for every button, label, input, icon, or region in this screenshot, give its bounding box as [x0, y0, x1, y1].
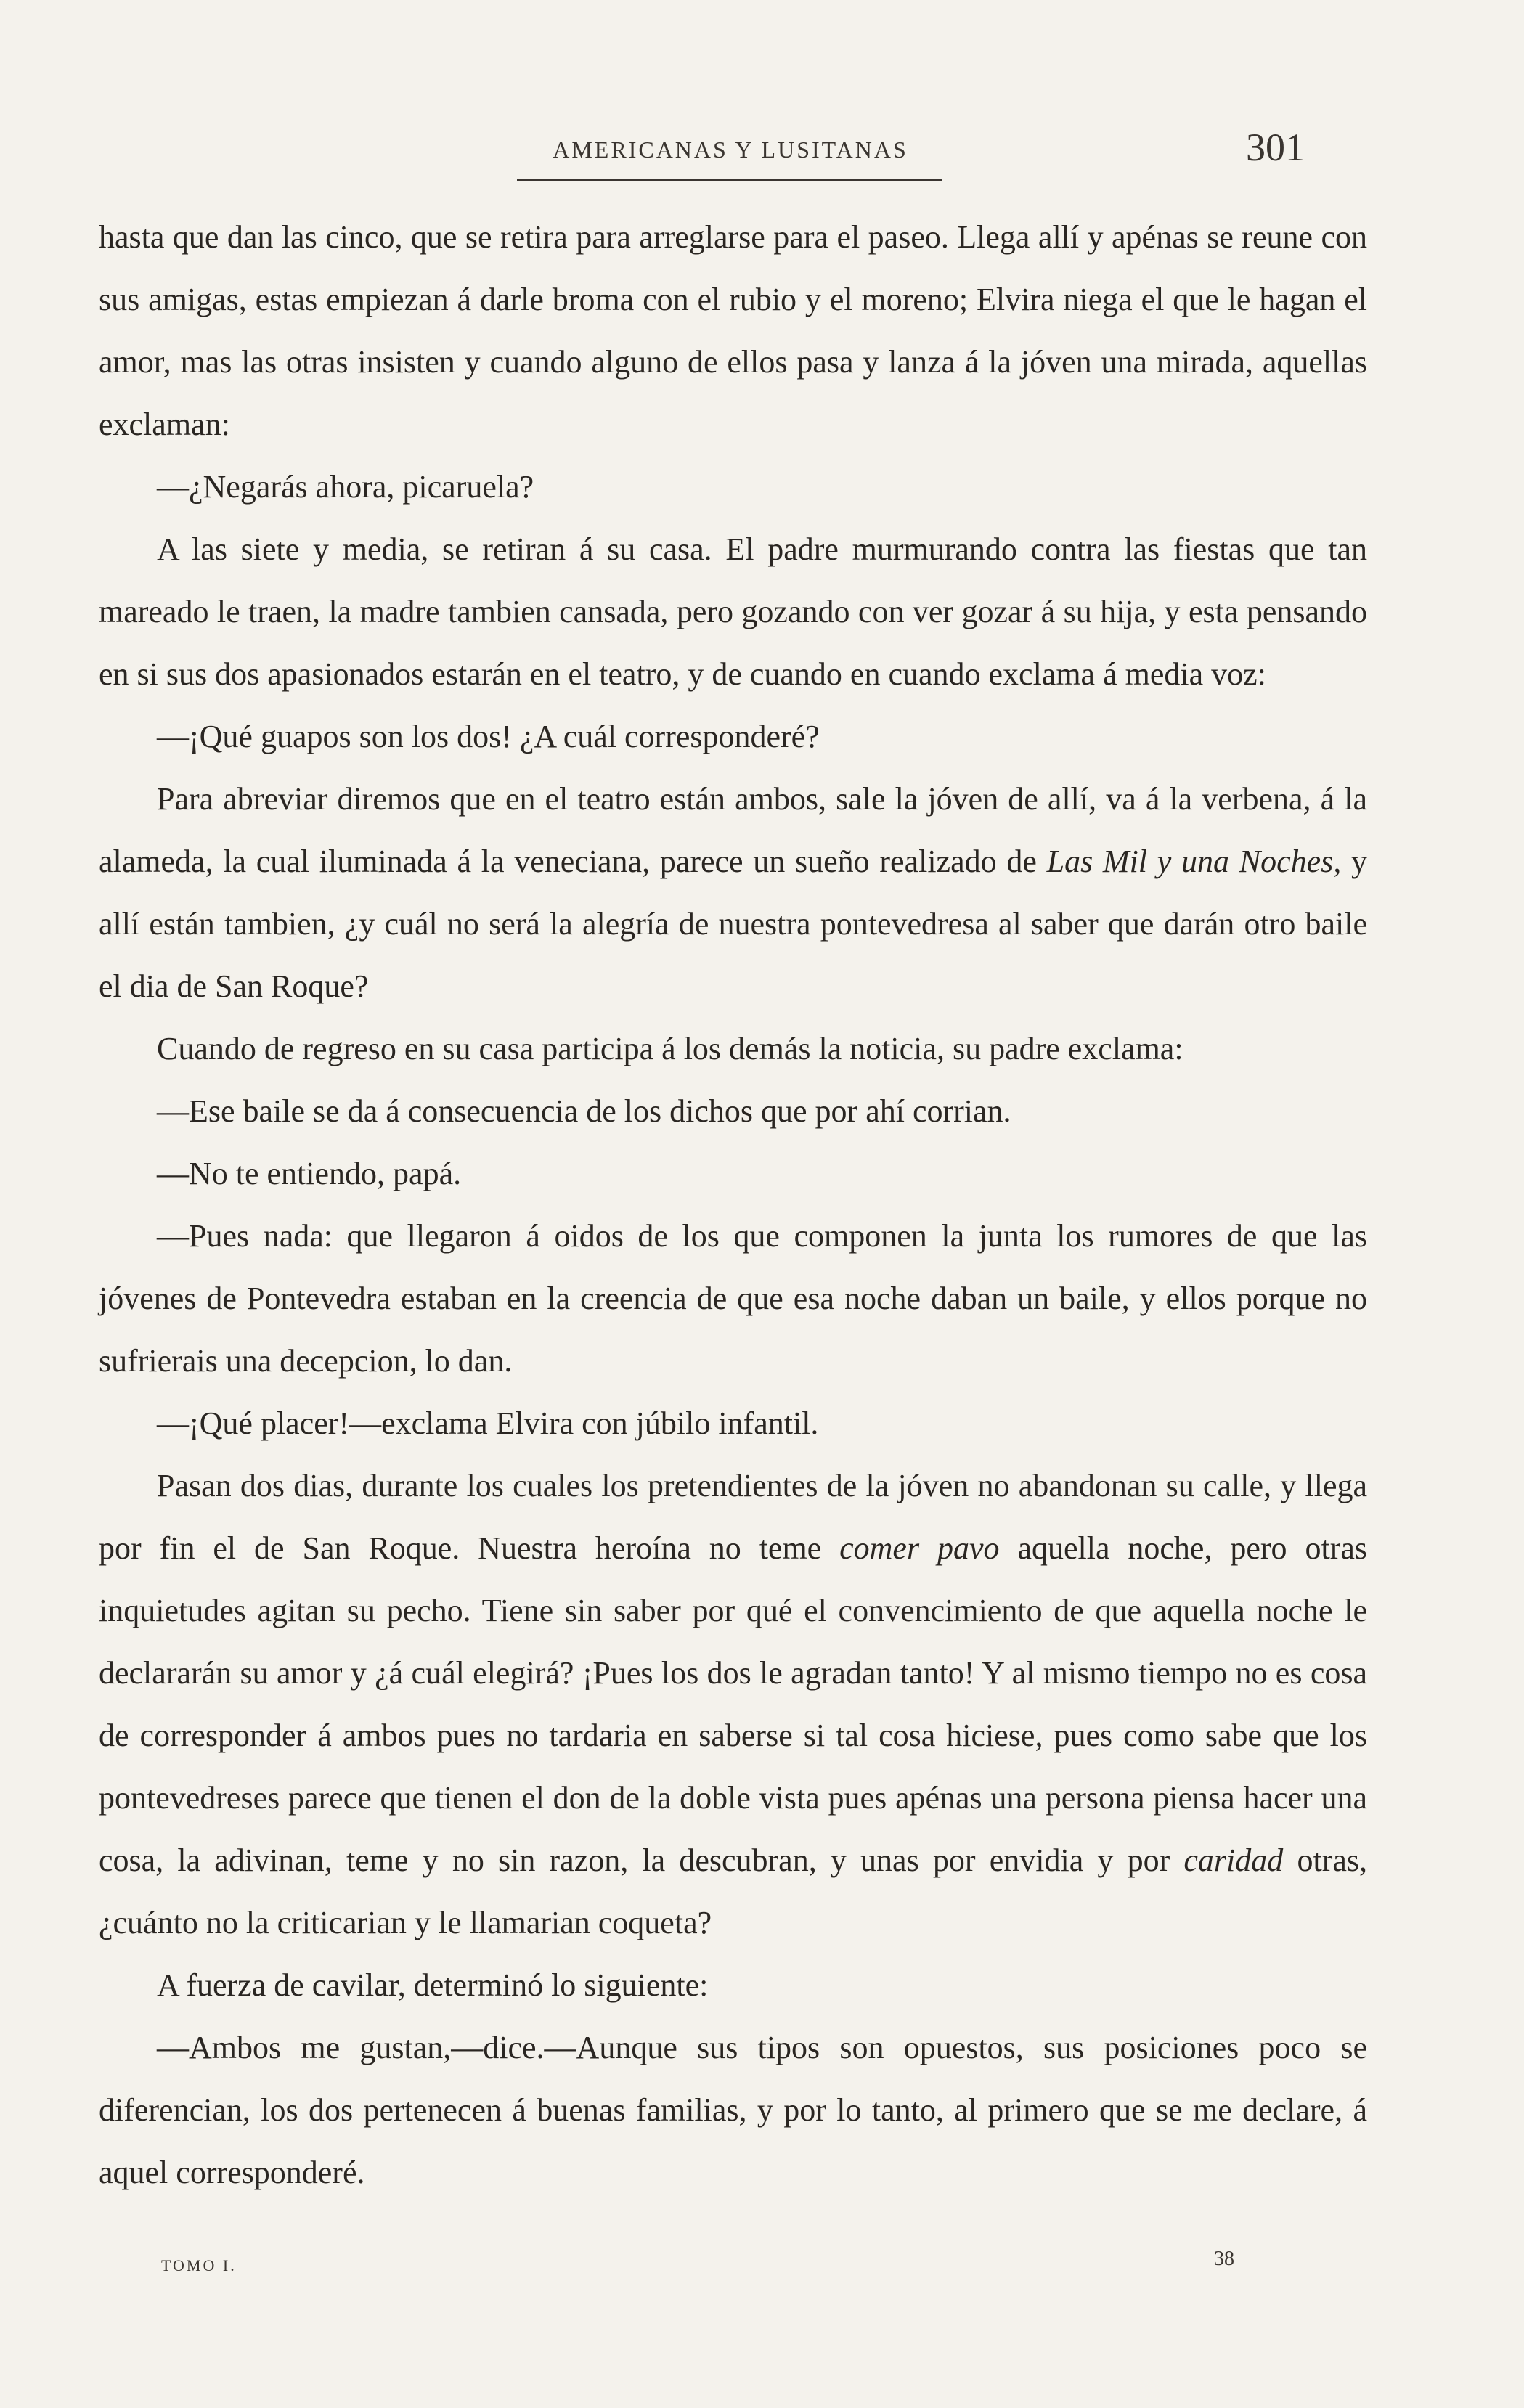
- header-rule: [517, 179, 942, 181]
- paragraph-5: [99, 768, 1367, 1018]
- book-title-italic: Las Mil y una Noches,: [1046, 844, 1342, 879]
- paragraph-11-end: otras, ¿cuánto no la criticarian y le llamarian coqueta?: [99, 1842, 1368, 1940]
- paragraph-8: —No te entiendo, papá.: [157, 1156, 462, 1191]
- paragraph-1: hasta que dan las cinco, que se retira para arreglarse para el paseo. Llega allí y apénas se reune con sus amigas, estas empiezan á darle broma con el rubio y el moreno; Elvira niega el que le hagan el amor, mas las otras insisten y cuando alguno de ellos pasa y lanza á la jóven una mirada, aquellas exclaman:: [99, 219, 1367, 442]
- paragraph-11-middle: aquella noche, pero otras inquietudes agitan su pecho. Tiene sin saber por qué el convencimiento de que aquella noche le declararán su amor y ¿á cuál elegirá? ¡Pues los dos le agradan tanto! Y al mismo tiempo no es cosa de corresponder á ambos pues no tardaria en saberse si tal cosa hiciese, pues como sabe que los pontevedreses parece que tienen el don de la doble vista pues apénas una persona piensa hacer una cosa, la adivinan, teme y no sin razon, la descubran, y unas por envidia y por: [99, 1530, 1367, 1878]
- paragraph-4: —¡Qué guapos son los dos! ¿A cuál corresponderé?: [157, 719, 820, 754]
- signature-mark: TOMO I.: [161, 2256, 237, 2274]
- paragraph-5-end: y allí están tambien, ¿y cuál no será la alegría de nuestra pontevedresa al saber que darán otro baile el dia de San Roque?: [99, 844, 1368, 1004]
- paragraph-11: [99, 1455, 1367, 1954]
- paragraph-13: —Ambos me gustan,—dice.—Aunque sus tipos son opuestos, sus posiciones poco se diferencian, los dos pertenecen á buenas familias, y por lo tanto, al primero que se me declare, á aquel corresponderé.: [99, 2030, 1367, 2190]
- paragraph-9: —Pues nada: que llegaron á oidos de los que componen la junta los rumores de que las jóvenes de Pontevedra estaban en la creencia de que esa noche daban un baile, y ellos porque no sufrierais una decepcion, lo dan.: [99, 1218, 1367, 1379]
- phrase-italic-caridad: caridad: [1183, 1842, 1284, 1878]
- paragraph-10: —¡Qué placer!—exclama Elvira con júbilo infantil.: [157, 1405, 819, 1441]
- paragraph-2: —¿Negarás ahora, picaruela?: [157, 469, 534, 505]
- paragraph-11-start: Pasan dos dias, durante los cuales los pretendientes de la jóven no abandonan su calle, y llega por fin el de San Roque. Nuestra heroína no teme: [99, 1468, 1367, 1566]
- body-text: [99, 206, 1367, 2204]
- running-title: AMERICANAS Y LUSITANAS: [553, 136, 908, 163]
- paragraph-6: Cuando de regreso en su casa participa á los demás la noticia, su padre exclama:: [157, 1031, 1183, 1066]
- paragraph-12: A fuerza de cavilar, determinó lo siguiente:: [157, 1967, 709, 2003]
- paragraph-5-start: Para abreviar diremos que en el teatro están ambos, sale la jóven de allí, va á la verbena, á la alameda, la cual iluminada á la veneciana, parece un sueño realizado de: [99, 781, 1367, 879]
- paragraph-3: A las siete y media, se retiran á su casa. El padre murmurando contra las fiestas que tan mareado le traen, la madre tambien cansada, pero gozando con ver gozar á su hija, y esta pensando en si sus dos apasionados estarán en el teatro, y de cuando en cuando exclama á media voz:: [99, 531, 1367, 692]
- paragraph-7: —Ese baile se da á consecuencia de los dichos que por ahí corrian.: [157, 1093, 1011, 1129]
- sheet-number: 38: [1214, 2248, 1234, 2270]
- phrase-italic-comer-pavo: comer pavo: [839, 1530, 1000, 1566]
- page-number: 301: [1246, 126, 1305, 169]
